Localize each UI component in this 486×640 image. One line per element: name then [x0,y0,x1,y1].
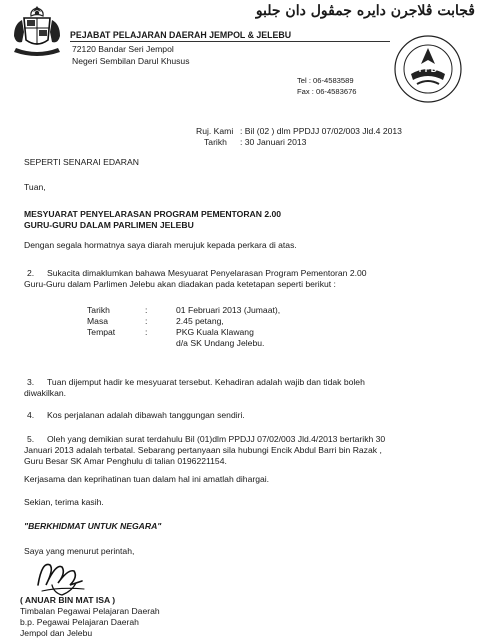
recipient: SEPERTI SENARAI EDARAN [24,157,139,167]
detail-separator: : [145,327,148,337]
closing-thanks: Sekian, terima kasih. [24,497,104,507]
reference-label: Ruj. Kami [196,126,234,136]
sign-intro: Saya yang menurut perintah, [24,546,135,556]
ppd-logo-text: PPD [418,64,438,74]
detail-row [87,327,280,338]
office-address-line2: Negeri Sembilan Darul Khusus [72,56,190,66]
detail-separator: : [145,316,148,326]
para5-line1: Oleh yang demikian surat terdahulu Bil (01)dlm PPDJJ 07/02/003 Jld.4/2013 bertarikh 30 [47,434,386,444]
para2-line2: Guru-Guru dalam Parlimen Jelebu akan diadakan pada ketetapan seperti berikut : [24,279,336,289]
detail-separator: : [145,305,148,315]
detail-row [87,305,280,316]
para5-number: 5. [27,434,35,444]
signature-icon [32,555,92,599]
salutation: Tuan, [24,182,46,192]
reference-value: : Bil (02 ) dlm PPDJJ 07/02/003 Jld.4 2013 [240,126,402,136]
date-value: : 30 Januari 2013 [240,137,307,147]
subject-line1: MESYUARAT PENYELARASAN PROGRAM PEMENTORAN 2.00 [24,209,282,219]
para3-number: 3. [27,377,35,387]
meeting-details [87,305,280,349]
date-label: Tarikh [204,137,227,147]
office-name: PEJABAT PELAJARAN DAERAH JEMPOL & JELEBU [70,30,292,40]
signatory-name: ( ANUAR BIN MAT ISA ) [20,595,116,605]
detail-label: Tempat [87,327,116,337]
office-name-jawi: ڤجابت ڤلاجرن دايره جمڤول دان جلبو [255,3,475,19]
detail-row [87,316,280,327]
detail-separator [145,338,176,349]
header-rule [70,41,390,42]
detail-value: PKG Kuala Klawang [176,327,254,337]
detail-row [87,338,280,349]
closing-appreciation: Kerjasama dan keprihatinan tuan dalam hal ini amatlah dihargai. [24,474,270,484]
ppd-logo-icon [393,34,463,104]
detail-label: Tarikh [87,305,110,315]
para4-text: Kos perjalanan adalah dibawah tanggungan sendiri. [47,410,245,420]
coat-of-arms-icon [8,4,66,60]
office-fax: Fax : 06-4583676 [297,87,357,96]
office-tel: Tel : 06-4583589 [297,76,354,85]
detail-value: 2.45 petang, [176,316,224,326]
office-address-line1: 72120 Bandar Seri Jempol [72,44,174,54]
para2-number: 2. [27,268,35,278]
para5-line3: Guru Besar SK Amar Penghulu di talian 0196221154. [24,456,227,466]
signatory-title1: Timbalan Pegawai Pelajaran Daerah [20,606,160,616]
signatory-title3: Jempol dan Jelebu [20,628,93,638]
para3-line1: Tuan dijemput hadir ke mesyuarat tersebut. Kehadiran adalah wajib dan tidak boleh [47,377,365,387]
para3-line2: diwakilkan. [24,388,67,398]
motto: "BERKHIDMAT UNTUK NEGARA" [24,521,162,531]
subject-line2: GURU-GURU DALAM PARLIMEN JELEBU [24,220,194,230]
detail-label: Masa [87,316,109,326]
detail-value: 01 Februari 2013 (Jumaat), [176,305,281,315]
intro-paragraph: Dengan segala hormatnya saya diarah merujuk kepada perkara di atas. [24,240,297,250]
detail-label [87,338,145,349]
para5-line2: Januari 2013 adalah terbatal. Sebarang pertanyaan sila hubungi Encik Abdul Barri bin Razak , [24,445,382,455]
detail-value: d/a SK Undang Jelebu. [176,338,265,348]
para2-line1: Sukacita dimaklumkan bahawa Mesyuarat Penyelarasan Program Pementoran 2.00 [47,268,367,278]
signatory-title2: b.p. Pegawai Pelajaran Daerah [20,617,139,627]
para4-number: 4. [27,410,35,420]
